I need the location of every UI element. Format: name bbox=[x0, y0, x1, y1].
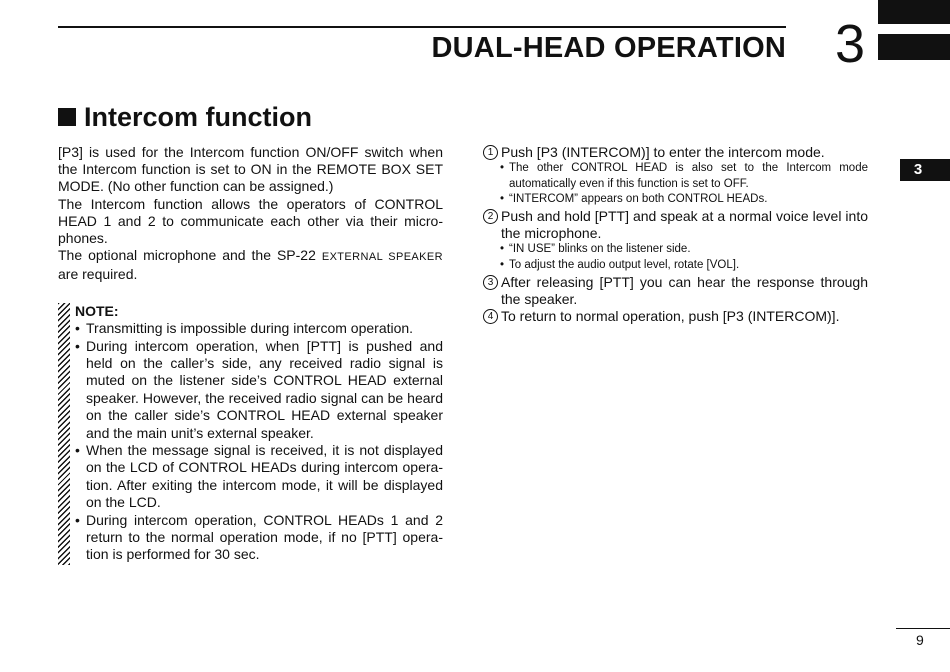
page-title: DUAL-HEAD OPERATION bbox=[431, 32, 786, 64]
footer-rule bbox=[896, 628, 950, 629]
step-1-note: • “INTERCOM” appears on both CONTROL HEADs. bbox=[500, 193, 768, 206]
intro-paragraph-1: [P3] is used for the Intercom function ON/OFF switch when the Intercom function is set to ON in the REMOTE BOX SET MODE. (No other function can be assigned.) bbox=[58, 144, 443, 195]
square-bullet-icon bbox=[58, 108, 76, 126]
circled-number-icon: 3 bbox=[483, 275, 498, 290]
note-bullet: • During intercom operation, when [PTT] is pushed and held on the caller’s side, any received radio signal is muted on the listener side’s CONTROL HEAD external speaker. However, the received radio signal can be heard on the caller side’s CONTROL HEAD external speaker and the main unit’s external speaker. bbox=[75, 337, 443, 441]
step-2-note: • “IN USE” blinks on the listener side. bbox=[500, 243, 691, 256]
header-rule bbox=[58, 26, 786, 28]
chapter-tab-bar-bottom bbox=[878, 34, 950, 60]
section-heading-text: Intercom function bbox=[84, 102, 312, 132]
step-3: 3 After releasing [PTT] you can hear the response through the speaker. bbox=[483, 274, 868, 308]
note-bullet: • Transmitting is impossible during intercom operation. bbox=[75, 320, 414, 337]
circled-number-icon: 4 bbox=[483, 309, 498, 324]
note-bullet: • When the message signal is received, it is not displayed on the LCD of CONTROL HEADs during intercom operation. After exiting the intercom mode, it will be displayed on the LCD. bbox=[75, 442, 443, 511]
step-1-note: • The other CONTROL HEAD is also set to the Intercom mode automatically even if this function is set to OFF. bbox=[500, 162, 868, 190]
intro-column bbox=[58, 144, 443, 284]
step-2-note: • To adjust the audio output level, rotate [VOL]. bbox=[500, 258, 740, 271]
step-4: 4 To return to normal operation, push [P3 (INTERCOM)]. bbox=[483, 308, 868, 325]
circled-number-icon: 2 bbox=[483, 209, 498, 224]
side-chapter-tab: 3 bbox=[900, 159, 950, 181]
small-caps-text: EXTERNAL SPEAKER bbox=[321, 251, 443, 264]
note-hatch-bar bbox=[58, 303, 70, 565]
chapter-tab-bar-top bbox=[878, 0, 950, 24]
chapter-number: 3 bbox=[835, 14, 866, 74]
step-2: 2 Push and hold [PTT] and speak at a normal voice level into the microphone. bbox=[483, 208, 868, 242]
section-heading bbox=[58, 100, 312, 134]
page-number: 9 bbox=[916, 632, 924, 648]
note-title: NOTE: bbox=[75, 303, 119, 319]
note-bullet: • During intercom operation, CONTROL HEADs 1 and 2 return to the normal operation mode, if no [PTT] operation is performed for 30 sec. bbox=[75, 511, 443, 563]
step-1: 1 Push [P3 (INTERCOM)] to enter the intercom mode. bbox=[483, 144, 868, 161]
steps-column bbox=[483, 144, 868, 325]
circled-number-icon: 1 bbox=[483, 145, 498, 160]
intro-paragraph-3: The optional microphone and the SP-22 EXTERNAL SPEAKER are required. bbox=[58, 247, 443, 283]
intro-paragraph-2: The Intercom function allows the operators of CONTROL HEAD 1 and 2 to communicate each other via their microphones. bbox=[58, 195, 443, 247]
